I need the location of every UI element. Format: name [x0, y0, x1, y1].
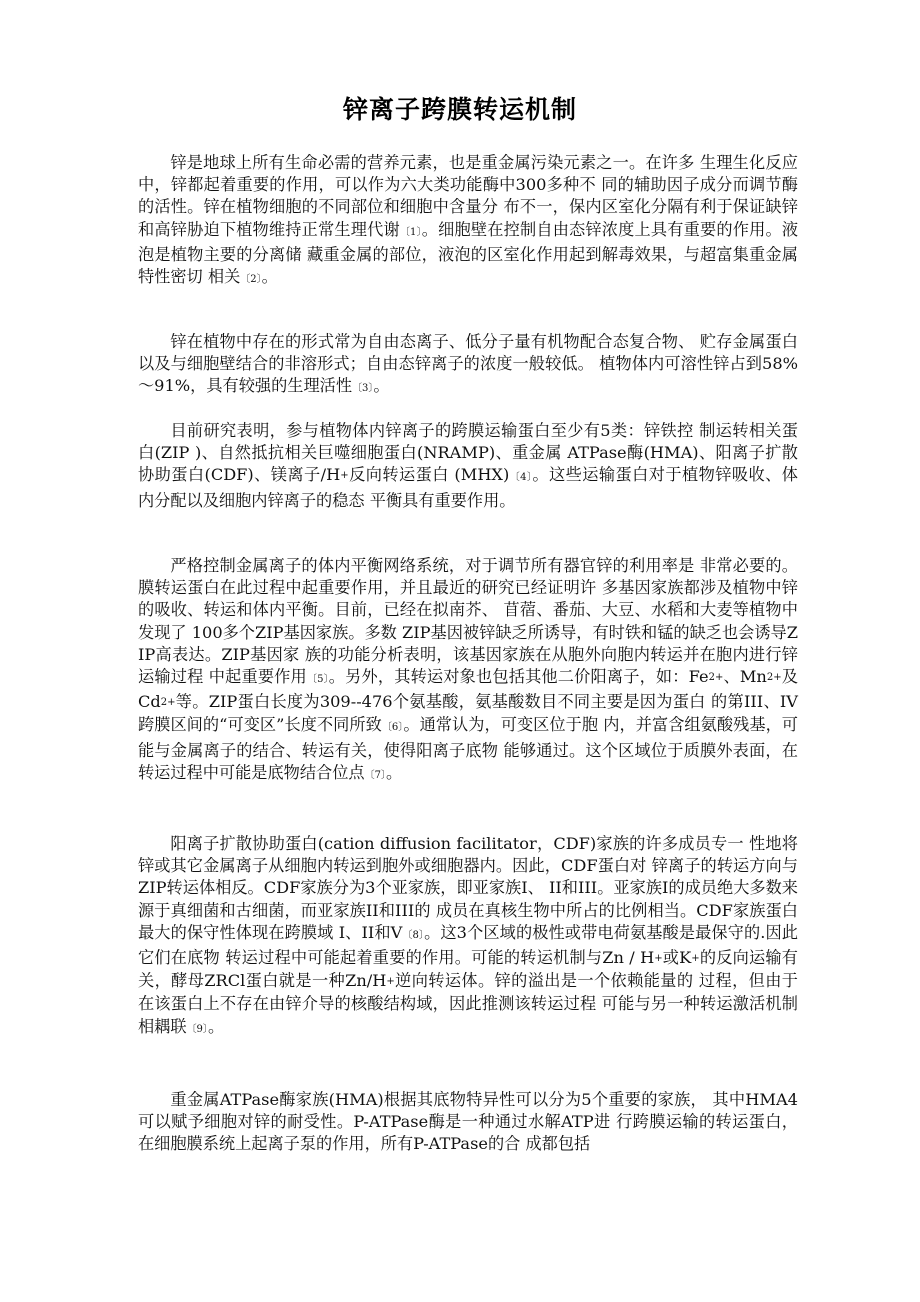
paragraph-text: 及 Cd: [138, 667, 798, 712]
paragraph-1: [138, 152, 798, 291]
paragraph-text: 。: [261, 267, 278, 287]
paragraph-text: 。这3个区域的极性或带电荷氨基酸是最保守的.因此它们在底物 转运过程中可能起着重要的作用。可能的转运机制与Zn / H: [138, 922, 798, 968]
paragraph-text: 严格控制金属离子的体内平衡网络系统，对于调节所有器官锌的利用率是 非常必要的。膜转运蛋白在此过程中起重要作用，并且最近的研究已经证明许 多基因家族都涉及植物中锌的吸收、转运和体内平衡。目前，已经在拟南芥、 苜蓿、番茄、大豆、水稻和大麦等植物中发现了 100多个ZIP基因家族。多数 ZIP基因被锌缺乏所诱导，有时铁和锰的缺乏也会诱导ZIP高表达。ZIP基因家 族的功能分析表明，该基因家族在从胞外向胞内转运并在胞内进行锌运输过程 中起重要作用: [138, 556, 798, 687]
citation-marker: 〔4〕: [509, 472, 533, 484]
superscript-charge: +: [654, 953, 663, 965]
citation-marker: 〔9〕: [186, 1023, 208, 1035]
paragraph-text: 锌在植物中存在的形式常为自由态离子、低分子量有机物配合态复合物、 贮存金属蛋白以及与细胞壁结合的非溶形式；自由态锌离子的浓度一般较低。 植物体内可溶性锌占到58%～91%，具有较强的生理活性: [138, 332, 798, 396]
superscript-charge: 2+: [766, 672, 782, 684]
paragraph-text: 。细胞壁在控制自由态锌浓度上具有重要的作用。液泡是植物主要的分离储 藏重金属的部位，液泡的区室化作用起到解毒效果，与超富集重金属特性密切 相关: [138, 219, 799, 287]
paragraph-text: 反向转运蛋白 (MHX): [348, 465, 510, 485]
paragraph-text: 。: [386, 762, 403, 782]
paragraph-text: 逆向转运体。锌的溢出是一个依赖能量的 过程，但由于在该蛋白上不存在由锌介导的核酸结构域，因此推测该转运过程 可能与另一种转运激活机制相耦联: [138, 971, 798, 1036]
paragraph-text: 。通常认为，可变区位于胞 内，并富含组氨酸残基，可能与金属离子的结合、转运有关，使得阳离子底物 能够通过。这个区域位于质膜外表面，在转运过程中可能是底物结合位点: [138, 715, 798, 782]
superscript-charge: +: [691, 953, 700, 965]
paragraph-text: 。: [373, 376, 390, 396]
paragraph-text: 。这些运输蛋白对于植物锌吸收、体内分配以及细胞内锌离子的稳态 平衡具有重要作用。: [138, 465, 798, 510]
citation-marker: 〔8〕: [402, 929, 425, 941]
paragraph-text: 目前研究表明，参与植物体内锌离子的跨膜运输蛋白至少有5类：锌铁控 制运转相关蛋白(ZIP )、自然抵抗相关巨噬细胞蛋白(NRAMP)、重金属 ATPase酶(HMA)、阳离子扩散协助蛋白(CDF)、镁离子/H: [138, 421, 798, 485]
citation-marker: 〔6〕: [381, 722, 404, 734]
paragraph-text: 等。ZIP蛋白长度为309--476个氨基酸，氨基酸数目不同主要是因为蛋白 的第III、IV跨膜区间的“可变区”长度不同所致: [138, 692, 798, 735]
superscript-charge: +: [386, 976, 395, 988]
paragraph-text: 的反向运输有 关，酵母ZRCl蛋白就是一种Zn/H: [138, 948, 798, 991]
paragraph-6: [138, 1089, 798, 1156]
paragraph-text: 。: [207, 1016, 225, 1036]
paragraph-text: 锌是地球上所有生命必需的营养元素，也是重金属污染元素之一。在许多 生理生化反应中，锌都起着重要的作用，可以作为六大类功能酶中300多种不 同的辅助因子成分而调节酶的活性。锌在植物细胞的不同部位和细胞中含量分 布不一，保内区室化分隔有利于保证缺锌和高锌胁迫下植物维持正常生理代谢: [138, 153, 798, 239]
paragraph-text: 或K: [662, 948, 692, 968]
citation-marker: 〔5〕: [306, 674, 329, 686]
paragraph-2: [138, 331, 798, 401]
citation-marker: 〔3〕: [352, 383, 374, 395]
citation-marker: 〔7〕: [364, 769, 386, 781]
paragraph-3: [138, 420, 798, 512]
paragraph-text: 。另外，其转运对象也包括其他二价阳离子，如：Fe: [328, 667, 709, 687]
superscript-charge: +: [340, 470, 349, 482]
citation-marker: 〔2〕: [240, 274, 262, 286]
paragraph-4: [138, 555, 798, 787]
superscript-charge: 2+: [708, 672, 724, 684]
paragraph-text: 重金属ATPase酶家族(HMA)根据其底物特异性可以分为5个重要的家族， 其中HMA4可以赋予细胞对锌的耐受性。P-ATPase酶是一种通过水解ATP进 行跨膜运输的转运蛋白，在细胞膜系统上起离子泵的作用，所有P-ATPase的合 成都包括: [138, 1090, 798, 1154]
page-title: 锌离子跨膜转运机制: [342, 95, 577, 124]
paragraph-5: [138, 833, 798, 1041]
paragraph-text: 、Mn: [723, 667, 767, 687]
citation-marker: 〔1〕: [399, 226, 422, 238]
superscript-charge: 2+: [160, 697, 176, 709]
paragraph-text: 阳离子扩散协助蛋白(cation diffusion facilitator，CDF)家族的许多成员专一 性地将锌或其它金属离子从细胞内转运到胞外或细胞器内。因此，CDF蛋白对 锌离子的转运方向与ZIP转运体相反。CDF家族分为3个亚家族，即亚家族I、 II和III。亚家族I的成员绝大多数来源于真细菌和古细菌，而亚家族II和III的 成员在真核生物中所占的比例相当。CDF家族蛋白最大的保守性体现在跨膜域 I、II和V: [138, 834, 798, 942]
